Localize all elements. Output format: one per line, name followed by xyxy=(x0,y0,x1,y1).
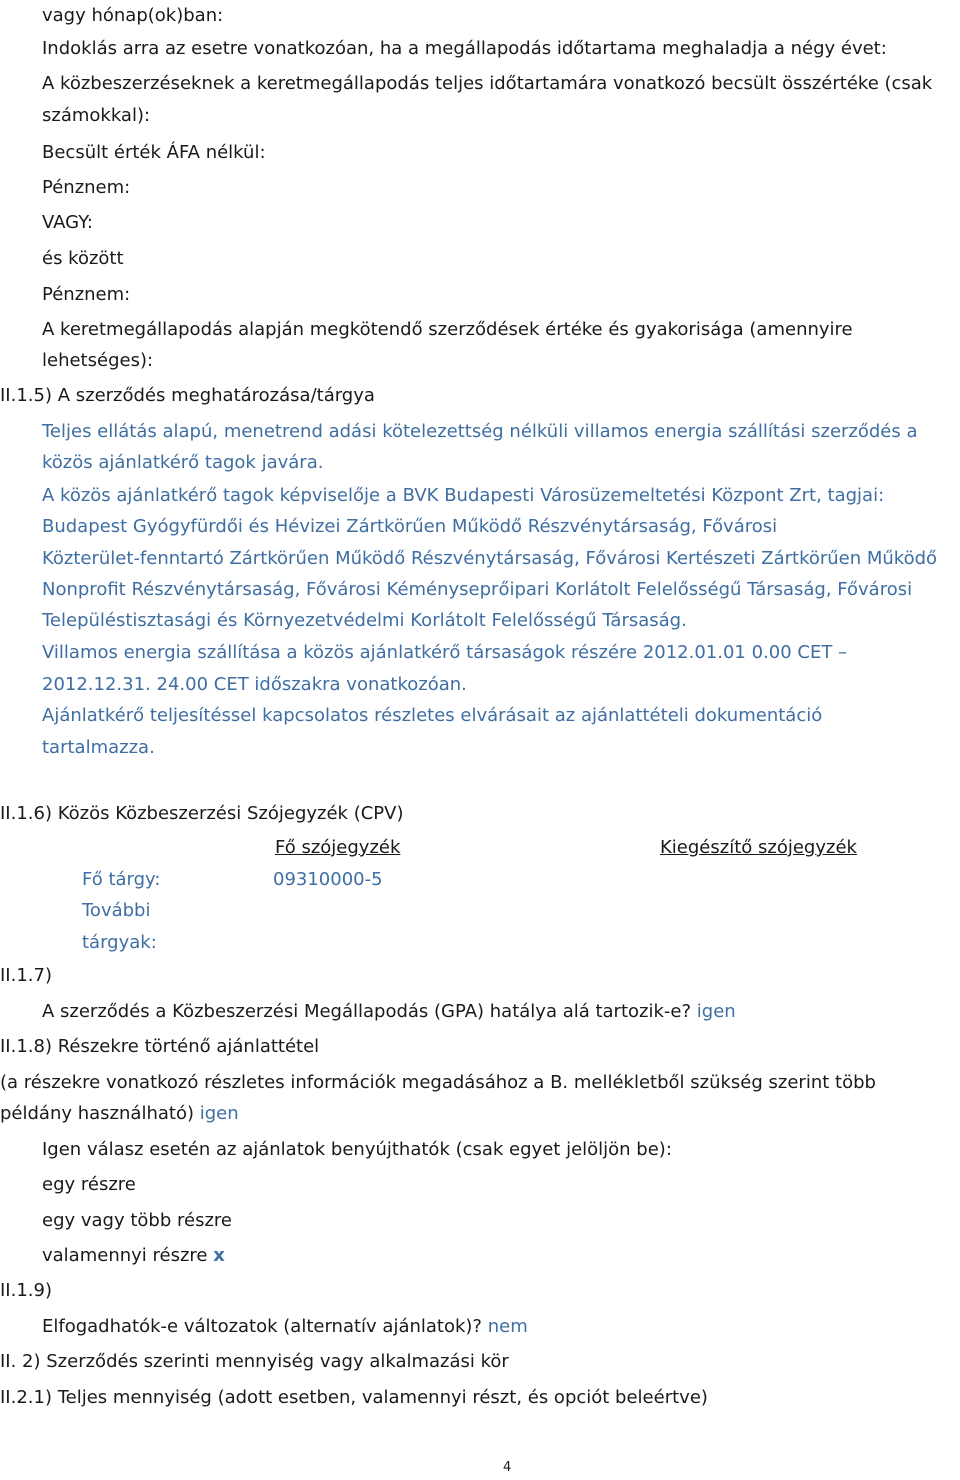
subject-text: A közös ajánlatkérő tagok képviselője a BVK Budapesti Városüzemeltetési Központ Zrt, tagjai: xyxy=(42,485,885,506)
section-heading-ii-1-8: II.1.8) Részekre történő ajánlattétel xyxy=(0,1036,320,1057)
variants-question-text: Elfogadhatók-e változatok (alternatív ajánlatok)? xyxy=(42,1316,482,1337)
column-header-main-vocabulary: Fő szójegyzék xyxy=(275,837,401,858)
text-line: és között xyxy=(42,248,124,269)
gpa-question xyxy=(42,1000,736,1024)
section-heading-ii-1-5: II.1.5) A szerződés meghatározása/tárgya xyxy=(0,385,375,406)
subject-text: 2012.12.31. 24.00 CET időszakra vonatkozóan. xyxy=(42,674,467,695)
text-line: Becsült érték ÁFA nélkül: xyxy=(42,142,266,163)
subject-text: tartalmazza. xyxy=(42,737,155,758)
subject-text: Teljes ellátás alapú, menetrend adási kötelezettség nélküli villamos energia szállítási szerződés a xyxy=(42,421,918,442)
additional-objects-label: tárgyak: xyxy=(82,932,157,953)
additional-objects-label: További xyxy=(82,900,151,921)
section-heading-ii-2-1: II.2.1) Teljes mennyiség (adott esetben, valamennyi részt, és opciót beleértve) xyxy=(0,1387,708,1408)
option-one-or-more-parts: egy vagy több részre xyxy=(42,1210,232,1231)
variants-answer: nem xyxy=(487,1316,528,1337)
text-line: vagy hónap(ok)ban: xyxy=(42,5,224,26)
subject-text: Villamos energia szállítása a közös ajánlatkérő társaságok részére 2012.01.01 0.00 CET – xyxy=(42,642,848,663)
parts-info-text: példány használható) xyxy=(0,1103,194,1124)
gpa-answer: igen xyxy=(696,1001,736,1022)
option-all-parts-text: valamennyi részre xyxy=(42,1245,208,1266)
subject-text: Közterület-fenntartó Zártkörűen Működő Részvénytársaság, Fővárosi Kertészeti Zártkörűen Működő xyxy=(42,548,938,569)
subject-text: Településtisztasági és Környezetvédelmi Korlátolt Felelősségű Társaság. xyxy=(42,610,687,631)
text-line: számokkal): xyxy=(42,105,151,126)
gpa-question-text: A szerződés a Közbeszerzési Megállapodás (GPA) hatálya alá tartozik-e? xyxy=(42,1001,692,1022)
text-line: lehetséges): xyxy=(42,350,154,371)
variants-question xyxy=(42,1315,528,1339)
section-heading-ii-1-7: II.1.7) xyxy=(0,965,52,986)
text-line: Pénznem: xyxy=(42,177,131,198)
subject-text: közös ajánlatkérő tagok javára. xyxy=(42,452,324,473)
section-heading-ii-1-6: II.1.6) Közös Közbeszerzési Szójegyzék (CPV) xyxy=(0,803,404,824)
subject-text: Nonprofit Részvénytársaság, Fővárosi Kéményseprőipari Korlátolt Felelősségű Társaság, Fővárosi xyxy=(42,579,913,600)
section-heading-ii-2: II. 2) Szerződés szerinti mennyiség vagy alkalmazási kör xyxy=(0,1351,509,1372)
page-number: 4 xyxy=(503,1460,512,1475)
text-line: VAGY: xyxy=(42,212,93,233)
option-one-part: egy részre xyxy=(42,1174,136,1195)
subject-text: Ajánlatkérő teljesítéssel kapcsolatos részletes elvárásait az ajánlattételi dokumentáció xyxy=(42,705,823,726)
parts-answer: igen xyxy=(199,1103,239,1124)
option-all-parts xyxy=(42,1244,225,1268)
selected-mark: x xyxy=(213,1245,225,1266)
parts-intro: Igen válasz esetén az ajánlatok benyújthatók (csak egyet jelöljön be): xyxy=(42,1139,672,1160)
cpv-code: 09310000-5 xyxy=(273,869,383,890)
text-line: A közbeszerzéseknek a keretmegállapodás teljes időtartamára vonatkozó becsült összértéke (csak xyxy=(42,73,933,94)
section-heading-ii-1-9: II.1.9) xyxy=(0,1280,52,1301)
text-line: A keretmegállapodás alapján megkötendő szerződések értéke és gyakorisága (amennyire xyxy=(42,319,853,340)
subject-text: Budapest Gyógyfürdői és Hévizei Zártkörűen Működő Részvénytársaság, Fővárosi xyxy=(42,516,778,537)
text-line: Pénznem: xyxy=(42,284,131,305)
main-object-label: Fő tárgy: xyxy=(82,869,161,890)
parts-info-line: (a részekre vonatkozó részletes információk megadásához a B. mellékletből szükség szerint több xyxy=(0,1072,876,1093)
column-header-supplementary-vocabulary: Kiegészítő szójegyzék xyxy=(660,837,857,858)
parts-info-line xyxy=(0,1102,239,1126)
text-line: Indoklás arra az esetre vonatkozóan, ha a megállapodás időtartama meghaladja a négy évet: xyxy=(42,38,887,59)
